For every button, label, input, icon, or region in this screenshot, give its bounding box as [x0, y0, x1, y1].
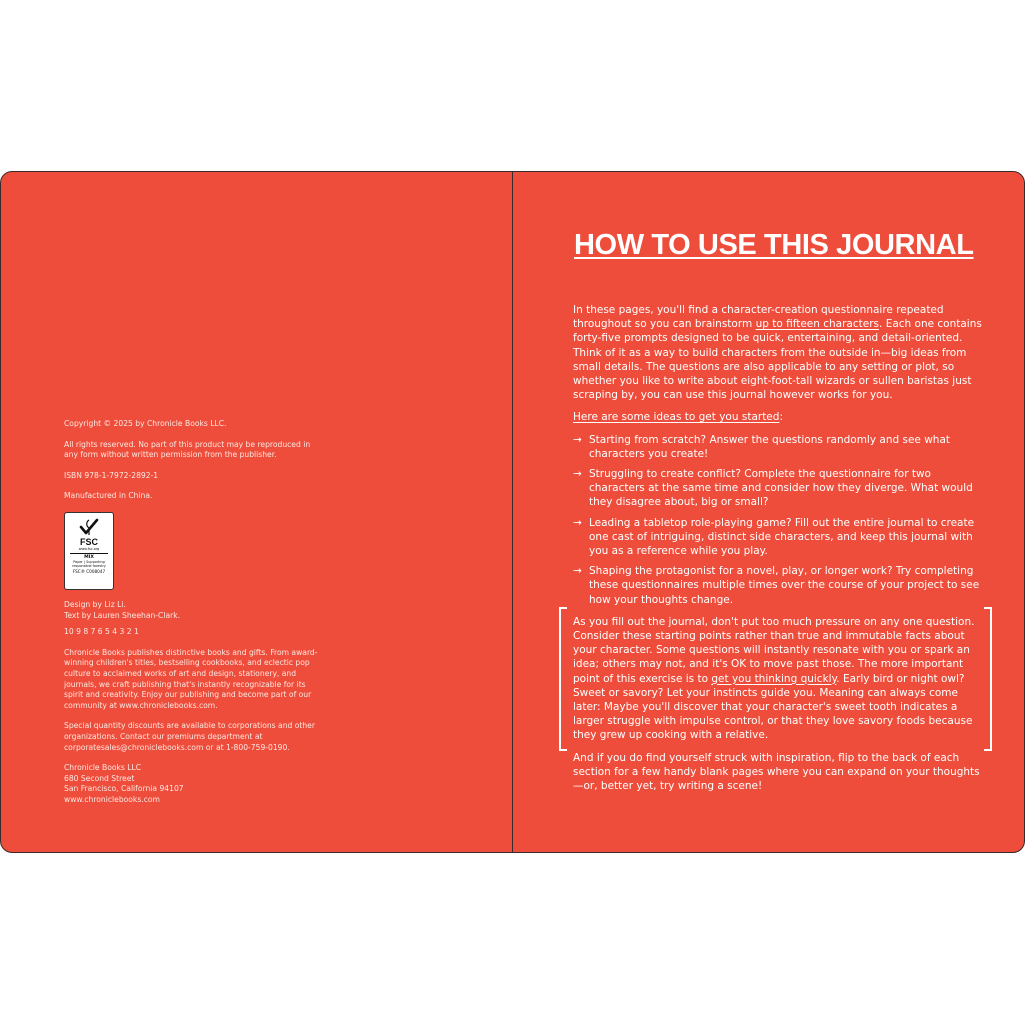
design-credit	[64, 600, 324, 621]
bracketed-callout	[573, 615, 985, 743]
book-spread	[0, 171, 1025, 853]
rights-statement: All rights reserved. No part of this product may be reproduced in any form without written permission from the publisher.	[64, 439, 311, 460]
intro-text-end: . Each one contains forty-five prompts designed to be quick, entertaining, and detail-oriented. Think of it as a way to build characters from the outside in—big ideas from small details. The questions are also applicable to any setting or plot, so whether you like to write about eight-foot-tall wizards or sullen baristas just scraping by, you can use this journal however works for you.	[573, 318, 982, 402]
text-credit-line: Text by Lauren Sheehan-Clark.	[64, 610, 181, 620]
arrow-right-icon: →	[573, 565, 582, 578]
manufactured-line: Manufactured in China.	[64, 491, 153, 501]
fsc-divider	[70, 553, 108, 554]
ideas-heading-text: Here are some ideas to get you started	[573, 411, 780, 424]
intro-underlined-phrase: up to fifteen characters	[755, 318, 880, 331]
callout-underlined-phrase: get you thinking quickly	[711, 672, 837, 685]
address-web: www.chroniclebooks.com	[64, 794, 160, 804]
fsc-tree-checkmark-icon	[78, 517, 100, 537]
address-street: 680 Second Street	[64, 773, 135, 783]
callout-paragraph	[573, 615, 985, 743]
intro-text-start: In these pages, you'll find a character-creation questionnaire repeated throughout so you can brainstorm	[573, 304, 944, 331]
address-city: San Francisco, California 94107	[64, 784, 184, 794]
callout-text-start: As you fill out the journal, don't put too much pressure on any one question. Consider these starting points rather than true and immutable facts about your character. Some questions will instantly resonate with you or spark an idea; others may not, and it's OK to move past those. The more important point of this exercise is to	[573, 615, 975, 685]
closing-paragraph: And if you do find yourself struck with inspiration, flip to the back of each section for a few handy blank pages where you can expand on your thoughts—or, better yet, try writing a scene!	[573, 751, 980, 793]
idea-text: Leading a tabletop role-playing game? Fill out the entire journal to create one cast of intriguing, distinct side characters, and keep this journal with you as a reference while you play.	[589, 516, 975, 558]
left-bracket-icon	[559, 607, 567, 751]
right-bracket-icon	[984, 607, 992, 751]
copyright-page	[64, 419, 324, 815]
discounts-notice: Special quantity discounts are available to corporations and other organizations. Contact our premiums department at corporatesales@chroniclebooks.com or at 1-800-759-0190.	[64, 721, 315, 752]
copyright-line: Copyright © 2025 by Chronicle Books LLC.	[64, 419, 227, 428]
fsc-license-code: FSC® C008047	[72, 568, 106, 574]
page-gutter	[512, 172, 513, 852]
list-item	[573, 564, 985, 607]
ideas-heading	[573, 410, 985, 424]
publisher-address	[64, 763, 324, 805]
design-credit-line: Design by Liz Li.	[64, 599, 126, 609]
ideas-list	[573, 433, 985, 607]
address-name: Chronicle Books LLC	[64, 763, 142, 773]
journal-instructions	[573, 303, 985, 801]
fsc-mark-text: FSC	[80, 536, 98, 547]
idea-text: Shaping the protagonist for a novel, play, or longer work? Try completing these questionnaires multiple times over the course of your project to see how your thoughts change.	[589, 565, 980, 606]
printing-line: 10 9 8 7 6 5 4 3 2 1	[64, 627, 139, 637]
fsc-paper-text: Paper | Supporting responsible forestry	[72, 559, 106, 568]
page-title: HOW TO USE THIS JOURNAL	[574, 229, 974, 261]
idea-text: Struggling to create conflict? Complete the questionnaire for two characters at the same time and consider how they diverge. What would they disagree about, big or small?	[589, 468, 973, 509]
idea-text: Starting from scratch? Answer the questions randomly and see what characters you create!	[589, 433, 951, 460]
publisher-about: Chronicle Books publishes distinctive books and gifts. From award-winning children's titles, bestselling cookbooks, and eclectic pop culture to acclaimed works of art and design, stationery, and journals, we craft publishing that's instantly recognizable for its spirit and creativity. Enjoy our publishing and become part of our community at www.chroniclebooks.com.	[64, 647, 318, 710]
intro-paragraph	[573, 303, 985, 402]
fsc-logo	[64, 512, 114, 590]
list-item	[573, 433, 985, 461]
fsc-mix-text: MIX	[84, 554, 94, 560]
arrow-right-icon: →	[573, 468, 582, 481]
fsc-url-text: www.fsc.org	[78, 546, 100, 551]
callout-text-end: . Early bird or night owl? Sweet or savory? Let your instincts guide you. Meaning can always come later: Maybe you'll discover that your character's sweet tooth indicates a larger struggle with impulse control, or that they love savory foods because they grew up cooking with a relative.	[573, 672, 973, 742]
list-item	[573, 516, 985, 559]
arrow-right-icon: →	[573, 433, 582, 446]
arrow-right-icon: →	[573, 516, 582, 529]
ideas-heading-colon: :	[779, 411, 783, 424]
list-item	[573, 467, 985, 510]
isbn-line: ISBN 978-1-7972-2892-1	[64, 470, 159, 480]
